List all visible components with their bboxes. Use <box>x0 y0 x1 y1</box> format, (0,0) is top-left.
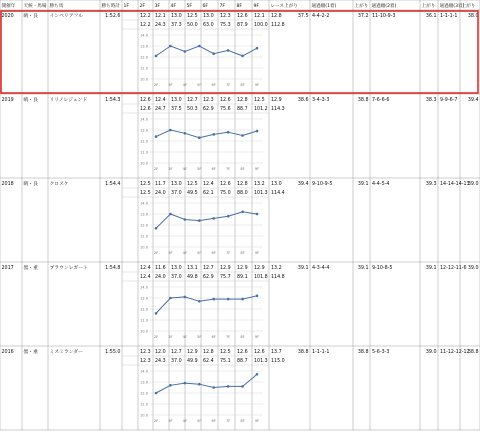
data-point <box>155 55 158 58</box>
passing-order-3rd: 1-1-1-1 <box>440 14 458 19</box>
condition-cell: 晴・良 <box>23 182 38 187</box>
lap-time: 12.1 <box>155 14 166 19</box>
data-point <box>169 384 172 387</box>
win-time: 1:55.0 <box>105 350 121 355</box>
race-final: 37.5 <box>297 14 309 19</box>
lap-time: 11.6 <box>155 266 166 271</box>
x-tick-label: 6F <box>211 335 216 339</box>
x-tick-label: 9F <box>254 335 260 339</box>
final-2nd: 39.0 <box>425 350 437 355</box>
passing-order-1st: 4-4-2-2 <box>312 14 330 19</box>
header-cell: 勝ち時計 <box>101 4 120 9</box>
cumulative-time: 50.0 <box>187 23 198 28</box>
cumulative-time: 101.8 <box>254 275 268 280</box>
passing-order-3rd: 12-12-11-6 <box>440 266 467 271</box>
header-cell: 5F <box>186 4 193 9</box>
x-tick-label: 8F <box>240 335 245 339</box>
cumulative-time: 75.1 <box>220 359 231 364</box>
x-tick-label: 3F <box>168 335 173 339</box>
cumulative-time: 12.6 <box>140 107 151 112</box>
data-point <box>212 52 215 55</box>
lap-time: 12.7 <box>171 350 182 355</box>
y-tick-label: 13.0 <box>139 212 148 217</box>
x-tick-label: 7F <box>225 251 231 255</box>
y-tick-label: 14.0 <box>139 33 148 38</box>
final-2nd: 36.1 <box>425 14 437 19</box>
y-tick-label: 14.0 <box>139 285 148 290</box>
cumulative-time: 49.9 <box>187 359 198 364</box>
winner-name: インペリアフル <box>49 14 83 19</box>
final-2nd: 38.3 <box>425 98 437 103</box>
cumulative-time: 75.7 <box>220 275 231 280</box>
header-cell: 3F <box>154 4 161 9</box>
lap-time: 12.7 <box>203 266 214 271</box>
x-tick-label: 5F <box>197 335 202 339</box>
y-tick-label: 10.0 <box>139 161 148 166</box>
lap-time: 12.5 <box>220 350 231 355</box>
x-tick-label: 4F <box>182 83 188 87</box>
x-tick-label: 9F <box>254 83 260 87</box>
winner-name: リリノレジェンド <box>49 98 88 103</box>
y-tick-label: 10.0 <box>139 77 148 82</box>
passing-order-1st: 1-1-1-1 <box>312 350 330 355</box>
y-tick-label: 14.0 <box>139 369 148 374</box>
cumulative-time: 100.0 <box>254 23 268 28</box>
cumulative-time: 87.9 <box>237 23 248 28</box>
cumulative-time: 24.3 <box>155 359 166 364</box>
data-point <box>256 295 259 298</box>
data-point <box>227 49 230 52</box>
lap-time: 13.1 <box>187 266 198 271</box>
race-final: 39.1 <box>297 266 309 271</box>
x-tick-label: 2F <box>153 167 159 171</box>
data-point <box>241 385 244 388</box>
header-cell: 通過順(2着) <box>371 4 397 9</box>
cumulative-time: 24.3 <box>155 23 166 28</box>
cumulative-time: 24.7 <box>155 107 166 112</box>
passing-order-3rd: 14-14-14-13 <box>440 182 470 187</box>
data-point <box>169 45 172 48</box>
final-3rd: 38.8 <box>467 350 479 355</box>
final-1st: 38.8 <box>357 350 369 355</box>
x-tick-label: 7F <box>225 419 231 423</box>
cumulative-time: 12.3 <box>140 359 151 364</box>
winner-name: ミスミランダー <box>49 350 83 355</box>
header-cell: 2F <box>139 4 146 9</box>
lap-time: 13.0 <box>171 14 182 19</box>
cumulative-time: 37.3 <box>171 23 182 28</box>
cumulative-time: 88.0 <box>237 191 248 196</box>
header-cell: 9F <box>253 4 260 9</box>
x-tick-label: 6F <box>211 419 216 423</box>
cumulative-time: 62.4 <box>203 359 214 364</box>
data-point <box>241 298 244 301</box>
x-tick-label: 5F <box>197 251 202 255</box>
y-tick-label: 12.0 <box>139 223 148 228</box>
win-time: 1:54.4 <box>105 182 121 187</box>
lap-time: 13.2 <box>271 266 282 271</box>
passing-order-1st: 3-4-3-3 <box>312 98 330 103</box>
y-tick-label: 13.0 <box>139 296 148 301</box>
data-point <box>241 211 244 214</box>
final-1st: 39.1 <box>357 182 369 187</box>
data-point <box>155 227 158 230</box>
data-point <box>227 215 230 218</box>
y-tick-label: 12.0 <box>139 391 148 396</box>
lap-time: 12.3 <box>220 14 231 19</box>
cumulative-time: 49.5 <box>187 191 198 196</box>
data-point <box>198 136 201 139</box>
data-point <box>184 218 187 221</box>
lap-time: 12.6 <box>220 182 231 187</box>
x-tick-label: 4F <box>182 419 188 423</box>
data-point <box>256 373 259 376</box>
cumulative-time: 112.8 <box>271 23 285 28</box>
lap-time: 12.4 <box>140 266 151 271</box>
x-tick-label: 3F <box>168 167 173 171</box>
y-tick-label: 10.0 <box>139 413 148 418</box>
passing-order-2nd: 5-6-3-3 <box>372 350 390 355</box>
x-tick-label: 4F <box>182 251 188 255</box>
header-cell: 6F <box>202 4 209 9</box>
data-point <box>227 131 230 134</box>
y-tick-label: 11.0 <box>139 318 148 323</box>
header-cell: 1F <box>123 4 130 9</box>
data-point <box>169 129 172 132</box>
header-cell: 天候・馬場 <box>23 4 47 9</box>
data-point <box>169 297 172 300</box>
passing-order-2nd: 4-4-5-4 <box>372 182 390 187</box>
lap-time: 12.9 <box>187 350 198 355</box>
lap-time: 12.8 <box>237 182 248 187</box>
cumulative-time: 114.8 <box>271 275 285 280</box>
final-1st: 39.1 <box>357 266 369 271</box>
lap-time: 12.8 <box>271 14 282 19</box>
lap-time: 13.2 <box>254 182 265 187</box>
year-cell: 2017 <box>1 266 14 271</box>
data-point <box>198 219 201 222</box>
race-final: 39.4 <box>297 182 309 187</box>
passing-order-3rd: 11-12-12-12 <box>440 350 470 355</box>
lap-time: 12.7 <box>187 98 198 103</box>
x-tick-label: 2F <box>153 335 159 339</box>
x-tick-label: 6F <box>211 167 216 171</box>
cumulative-time: 24.0 <box>155 275 166 280</box>
data-point <box>227 385 230 388</box>
final-3rd: 38.0 <box>467 14 479 19</box>
passing-order-2nd: 9-10-8-5 <box>372 266 393 271</box>
cumulative-time: 49.8 <box>187 275 198 280</box>
data-point <box>256 130 259 133</box>
x-tick-label: 5F <box>197 419 202 423</box>
final-1st: 38.8 <box>357 98 369 103</box>
data-point <box>212 133 215 136</box>
data-point <box>241 55 244 58</box>
header-cell: 8F <box>236 4 243 9</box>
y-tick-label: 12.0 <box>139 55 148 60</box>
x-tick-label: 3F <box>168 83 173 87</box>
condition-cell: 曇・重 <box>23 350 38 355</box>
data-point <box>241 134 244 137</box>
x-tick-label: 8F <box>240 419 245 423</box>
lap-time: 12.5 <box>254 98 265 103</box>
x-tick-label: 8F <box>240 167 245 171</box>
y-tick-label: 13.0 <box>139 380 148 385</box>
cumulative-time: 88.7 <box>237 107 248 112</box>
lap-time: 12.1 <box>254 14 265 19</box>
data-point <box>155 392 158 395</box>
y-tick-label: 14.0 <box>139 117 148 122</box>
cumulative-time: 75.6 <box>220 107 231 112</box>
lap-time: 12.8 <box>203 350 214 355</box>
y-tick-label: 11.0 <box>139 402 148 407</box>
data-point <box>227 298 230 301</box>
lap-time: 12.3 <box>140 350 151 355</box>
x-tick-label: 6F <box>211 251 216 255</box>
condition-cell: 曇・重 <box>23 266 38 271</box>
cumulative-time: 37.0 <box>171 275 182 280</box>
lap-time: 12.0 <box>155 350 166 355</box>
cumulative-time: 101.3 <box>254 191 268 196</box>
x-tick-label: 2F <box>153 419 159 423</box>
cumulative-time: 62.1 <box>203 191 214 196</box>
lap-time: 12.3 <box>203 98 214 103</box>
year-cell: 2019 <box>1 98 14 103</box>
lap-time: 12.9 <box>254 266 265 271</box>
race-final: 38.8 <box>297 350 309 355</box>
cumulative-time: 75.3 <box>220 23 231 28</box>
condition-cell: 晴・良 <box>23 98 38 103</box>
final-2nd: 39.3 <box>425 182 437 187</box>
cumulative-time: 50.3 <box>187 107 198 112</box>
header-cell: 7F <box>219 4 226 9</box>
x-tick-label: 9F <box>254 167 260 171</box>
lap-time: 12.9 <box>220 266 231 271</box>
x-tick-label: 7F <box>225 335 231 339</box>
lap-time: 13.0 <box>171 266 182 271</box>
header-cell: 上がり <box>461 4 476 9</box>
header-cell: 開催年 <box>1 4 16 9</box>
x-tick-label: 8F <box>240 83 245 87</box>
x-tick-label: 5F <box>197 83 202 87</box>
header-cell: レース上がり <box>270 4 298 9</box>
winner-name: クロスケ <box>49 182 69 187</box>
x-tick-label: 2F <box>153 251 159 255</box>
y-tick-label: 10.0 <box>139 245 148 250</box>
data-point <box>198 383 201 386</box>
x-tick-label: 3F <box>168 251 173 255</box>
x-tick-label: 3F <box>168 419 173 423</box>
year-cell: 2018 <box>1 182 14 187</box>
x-tick-label: 5F <box>197 167 202 171</box>
x-tick-label: 2F <box>153 83 159 87</box>
lap-time: 12.8 <box>237 98 248 103</box>
cumulative-time: 114.3 <box>271 107 285 112</box>
passing-order-2nd: 11-10-9-3 <box>372 14 396 19</box>
final-3rd: 39.0 <box>467 266 479 271</box>
lap-time: 12.2 <box>140 14 151 19</box>
win-time: 1:54.8 <box>105 266 121 271</box>
lap-time: 12.9 <box>271 98 282 103</box>
data-point <box>256 47 259 50</box>
data-point <box>212 217 215 220</box>
data-point <box>184 132 187 135</box>
lap-time: 12.4 <box>155 98 166 103</box>
header-cell: 通過順(1着) <box>311 4 337 9</box>
x-tick-label: 4F <box>182 167 188 171</box>
lap-time: 12.9 <box>237 266 248 271</box>
y-tick-label: 12.0 <box>139 307 148 312</box>
series-line <box>156 374 257 393</box>
header-cell: 4F <box>170 4 177 9</box>
win-time: 1:52.6 <box>105 14 121 19</box>
cumulative-time: 62.9 <box>203 275 214 280</box>
data-point <box>155 135 158 138</box>
lap-time: 12.6 <box>237 14 248 19</box>
y-tick-label: 14.0 <box>139 201 148 206</box>
win-time: 1:54.3 <box>105 98 121 103</box>
final-2nd: 39.1 <box>425 266 437 271</box>
x-tick-label: 6F <box>211 83 216 87</box>
data-point <box>198 45 201 48</box>
lap-time: 12.6 <box>254 350 265 355</box>
lap-time: 12.5 <box>140 182 151 187</box>
data-point <box>212 386 215 389</box>
lap-time: 12.6 <box>140 98 151 103</box>
header-cell: 上がり <box>354 4 369 9</box>
cumulative-time: 12.2 <box>140 23 151 28</box>
series-line <box>156 46 257 56</box>
data-point <box>198 300 201 303</box>
cumulative-time: 114.4 <box>271 191 285 196</box>
lap-time: 12.6 <box>220 98 231 103</box>
cumulative-time: 88.7 <box>237 359 248 364</box>
year-cell: 2020 <box>1 14 14 19</box>
lap-time: 12.6 <box>237 350 248 355</box>
x-tick-label: 8F <box>240 251 245 255</box>
y-tick-label: 11.0 <box>139 66 148 71</box>
x-tick-label: 7F <box>225 167 231 171</box>
y-tick-label: 11.0 <box>139 234 148 239</box>
race-final: 38.6 <box>297 98 309 103</box>
lap-time: 13.0 <box>171 182 182 187</box>
final-3rd: 39.4 <box>467 98 479 103</box>
x-tick-label: 7F <box>225 83 231 87</box>
header-cell: 勝ち馬 <box>49 4 64 9</box>
passing-order-2nd: 7-6-6-6 <box>372 98 390 103</box>
lap-time: 13.0 <box>171 98 182 103</box>
final-3rd: 39.0 <box>467 182 479 187</box>
lap-time: 13.0 <box>203 14 214 19</box>
y-tick-label: 12.0 <box>139 139 148 144</box>
data-point <box>184 382 187 385</box>
cumulative-time: 115.0 <box>271 359 285 364</box>
cumulative-time: 37.0 <box>171 359 182 364</box>
passing-order-1st: 9-10-9-5 <box>312 182 333 187</box>
year-cell: 2016 <box>1 350 14 355</box>
cumulative-time: 12.5 <box>140 191 151 196</box>
passing-order-1st: 4-3-4-4 <box>312 266 330 271</box>
data-point <box>184 296 187 299</box>
data-point <box>212 298 215 301</box>
cumulative-time: 101.2 <box>254 107 268 112</box>
cumulative-time: 12.4 <box>140 275 151 280</box>
x-tick-label: 9F <box>254 251 260 255</box>
lap-time: 11.7 <box>155 182 166 187</box>
lap-time: 13.7 <box>271 350 282 355</box>
data-point <box>169 213 172 216</box>
x-tick-label: 4F <box>182 335 188 339</box>
cumulative-time: 63.0 <box>203 23 214 28</box>
passing-order-3rd: 9-9-6-7 <box>440 98 458 103</box>
cumulative-time: 37.0 <box>171 191 182 196</box>
header-cell: 通過順(3着) <box>439 4 465 9</box>
cumulative-time: 24.0 <box>155 191 166 196</box>
header-cell: 上がり <box>421 4 436 9</box>
y-tick-label: 13.0 <box>139 128 148 133</box>
y-tick-label: 10.0 <box>139 329 148 334</box>
cumulative-time: 89.1 <box>237 275 248 280</box>
final-1st: 37.2 <box>357 14 369 19</box>
winner-name: ブラウンレガート <box>49 266 88 271</box>
data-point <box>155 312 158 315</box>
x-tick-label: 9F <box>254 419 260 423</box>
cumulative-time: 37.5 <box>171 107 182 112</box>
cumulative-time: 62.9 <box>203 107 214 112</box>
lap-time: 12.4 <box>203 182 214 187</box>
y-tick-label: 13.0 <box>139 44 148 49</box>
lap-time: 12.5 <box>187 14 198 19</box>
y-tick-label: 11.0 <box>139 150 148 155</box>
lap-time: 13.0 <box>271 182 282 187</box>
condition-cell: 晴・良 <box>23 14 38 19</box>
data-point <box>184 50 187 53</box>
data-point <box>256 213 259 216</box>
cumulative-time: 75.0 <box>220 191 231 196</box>
cumulative-time: 101.3 <box>254 359 268 364</box>
lap-time: 12.5 <box>187 182 198 187</box>
